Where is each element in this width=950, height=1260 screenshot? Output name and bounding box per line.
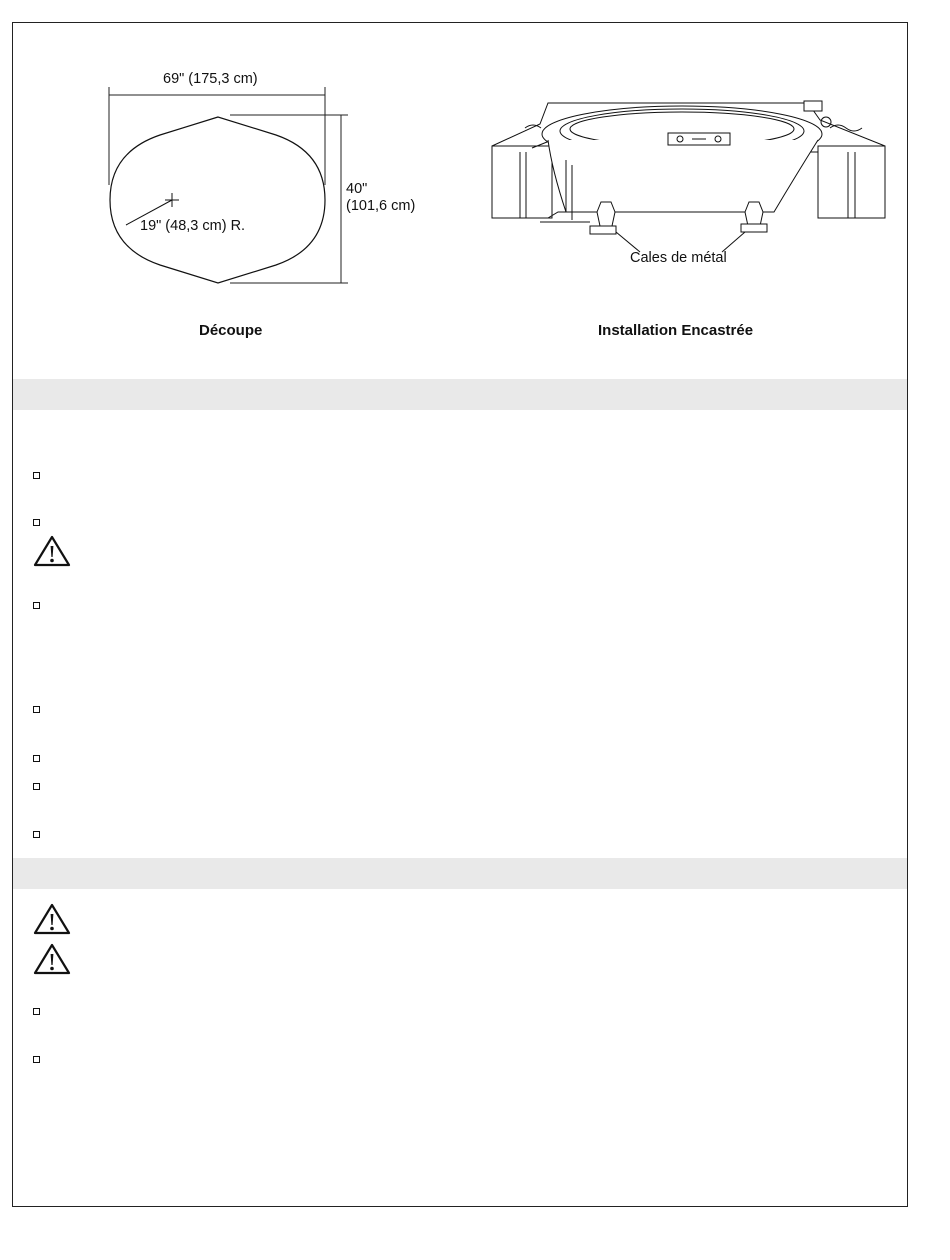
section-header-band-1 xyxy=(13,379,907,410)
cutout-width-label: 69" (175,3 cm) xyxy=(163,71,258,87)
checkbox-bullet-icon xyxy=(33,519,40,526)
checkbox-bullet-icon xyxy=(33,472,40,479)
metal-shims-label: Cales de métal xyxy=(630,250,727,266)
checkbox-bullet-icon xyxy=(33,783,40,790)
checkbox-bullet-icon xyxy=(33,1008,40,1015)
warning-triangle-icon xyxy=(33,535,71,567)
checkbox-bullet-icon xyxy=(33,602,40,609)
cutout-caption: Découpe xyxy=(199,322,263,339)
section-header-band-2 xyxy=(13,858,907,889)
checkbox-bullet-icon xyxy=(33,831,40,838)
installation-caption: Installation Encastrée xyxy=(598,322,754,339)
cutout-radius-label: 19" (48,3 cm) R. xyxy=(140,218,246,234)
cutout-height-label: 40" xyxy=(346,181,368,197)
checkbox-bullet-icon xyxy=(33,1056,40,1063)
warning-triangle-icon xyxy=(33,903,71,935)
installation-illustration xyxy=(0,0,950,320)
checkbox-bullet-icon xyxy=(33,755,40,762)
cutout-height-metric-label: (101,6 cm) xyxy=(346,198,416,214)
warning-triangle-icon xyxy=(33,943,71,975)
checkbox-bullet-icon xyxy=(33,706,40,713)
